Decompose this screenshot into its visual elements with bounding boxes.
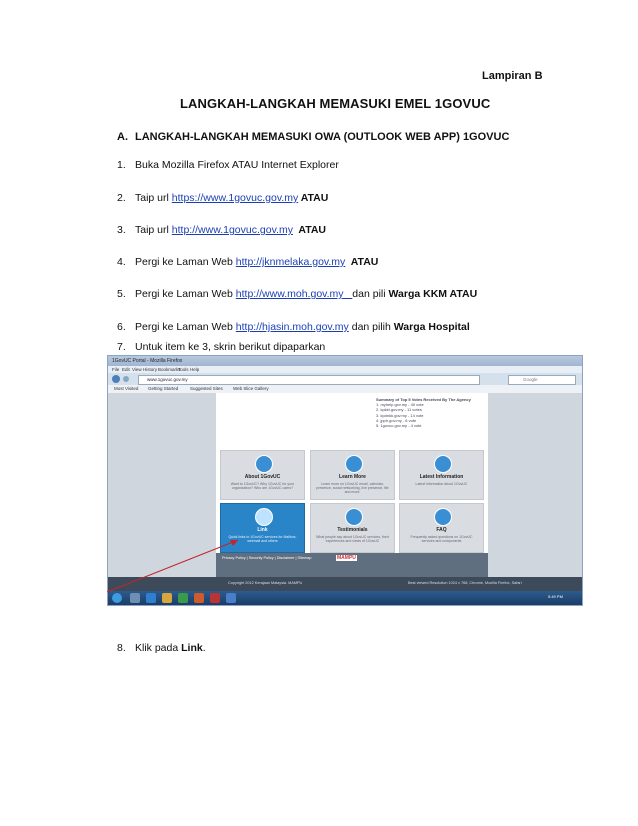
menu-item-history[interactable]: History [143,367,158,372]
menu-item-tools[interactable]: Tools [178,367,189,372]
section-text: LANGKAH-LANGKAH MEMASUKI OWA (OUTLOOK WEB APP) 1GOVUC [135,131,510,143]
step-text: Pergi ke Laman Web [135,321,236,333]
step-number: 4. [117,256,126,268]
document-title: LANGKAH-LANGKAH MEMASUKI EMEL 1GOVUC [180,96,491,111]
step-text: dan pilih [348,321,394,333]
bookmark-item[interactable]: Getting Started [148,386,179,391]
vote-item: 4. jpph.gov.my - 6 vote [376,417,417,423]
step-emphasis: Warga Hospital [393,321,470,333]
tile-desc: Want to 1GovUC? Why 1GovUC for your organization? Who are 1GovUC users? [230,482,295,490]
menu-item-help[interactable]: Help [190,367,200,372]
step-number: 6. [117,321,126,333]
menu-item-view[interactable]: View [132,367,142,372]
tile-title: About 1GovUC [244,474,281,480]
step-text: Untuk item ke 3, skrin berikut dipaparkan [135,341,326,353]
tile-title: Latest Information [419,474,464,480]
step-text: Buka Mozilla Firefox ATAU Internet Explorer [135,159,339,171]
copyright-text: Copyright 2012 Kerajaan Malaysia. MAMPU [228,581,303,585]
vote-item: 1. myhelp.gov.my - 40 vote [376,402,424,408]
tray-clock: 5:49 PM [548,594,563,599]
bookmark-item[interactable]: Most Visited [114,386,139,391]
url-link[interactable]: http://hjasin.moh.gov.my [235,321,349,333]
step-number: 7. [117,341,126,353]
tile-desc: Learn more on 1GovUC email, calendar, presence, social networking, live presence, file and more. [316,482,389,494]
tile-desc: Quick links to 1GovUC services for Mailbox, webmail and others [228,535,297,543]
step-emphasis: ATAU [292,224,327,236]
url-link[interactable]: http://www.moh.gov.my [235,288,353,300]
resolution-note: Best viewed Resolution 1024 x 768, Chrome, Mozilla Firefox, Safari [408,581,522,585]
step-text: Pergi ke Laman Web [135,256,236,268]
bookmark-item[interactable]: Web Slice Gallery [233,386,269,391]
step-text: dan pili [352,288,389,300]
menu-item-file[interactable]: File [112,367,120,372]
appendix-label: Lampiran B [482,70,543,82]
step-number: 3. [117,224,126,236]
step-number: 1. [117,159,126,171]
vote-item: 2. kpkkt.gov.my - 11 votes [376,407,422,413]
menu-item-edit[interactable]: Edit [122,367,130,372]
menu-item-bookmarks[interactable]: Bookmarks [158,367,181,372]
bookmark-item[interactable]: Suggested Sites [190,386,223,391]
step-number: 5. [117,288,126,300]
vote-item: 3. kpdnkk.gov.my - 14 vote [376,412,424,418]
step-number: 8. [117,642,126,654]
step-text: Pergi ke Laman Web [135,288,236,300]
step-emphasis: Link [181,642,203,654]
step-emphasis: Warga KKM ATAU [388,288,478,300]
step-text: Taip url [135,224,172,236]
search-placeholder: Google [523,377,538,382]
step-text: . [202,642,206,654]
tile-desc: What people say about 1GovUC services, their experiences and views of 1GovUC [316,535,389,543]
url-text: www.1govuc.gov.my [147,377,188,382]
footer-brand: MAMPU [337,555,356,561]
step-number: 2. [117,192,126,204]
url-link[interactable]: http://www.1govuc.gov.my [171,224,293,236]
window-title: 1GovUC Portal - Mozilla Firefox [112,358,183,364]
step-text: Taip url [135,192,172,204]
tile-title: Testimonials [337,527,368,533]
vote-item: 5. 1govuc.gov.my - 4 vote [376,423,422,429]
tile-desc: Frequently asked questions on 1GovUC services and components [410,535,473,543]
step-8 [117,642,206,654]
section-letter: A. [117,131,128,143]
arrow-line [107,540,238,592]
tile-title: Learn More [339,474,366,480]
step-emphasis: ATAU [298,192,329,204]
vote-summary-heading: Summary of Top 5 Votes Received By The Agency [376,397,471,402]
tile-desc: Latest information about 1GovUC [415,482,468,486]
url-link[interactable]: http://jknmelaka.gov.my [235,256,346,268]
tile-title: Link [257,527,268,533]
url-link[interactable]: https://www.1govuc.gov.my [171,192,299,204]
step-text: Klik pada [135,642,182,654]
footer-links[interactable]: Privacy Policy | Security Policy | Disclaimer | Sitemap [222,556,312,560]
tile-title: FAQ [436,527,447,533]
step-emphasis: ATAU [345,256,379,268]
